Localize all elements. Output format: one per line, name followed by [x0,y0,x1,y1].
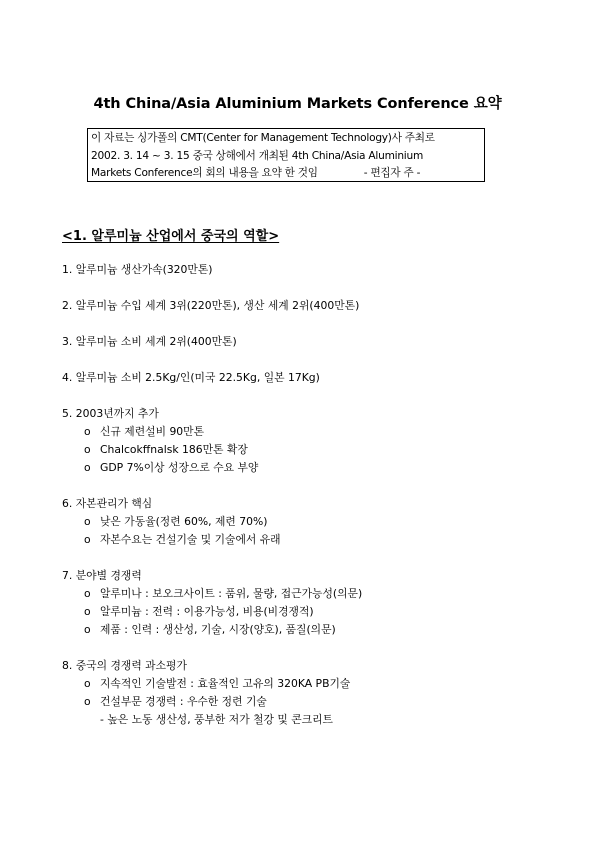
note-line-3 [91,165,481,183]
list-subitem [84,676,350,691]
list-item-4: 4. 알루미늄 소비 2.5Kg/인(미국 22.5Kg, 일본 17Kg) [62,371,320,384]
bullet-icon: o [84,515,91,528]
bullet-icon: o [84,677,91,690]
bullet-icon: o [84,443,91,456]
list-subitem [84,424,204,439]
bullet-icon: o [84,623,91,636]
section-title: <1. 알루미늄 산업에서 중국의 역할> [62,229,280,244]
bullet-icon: o [84,425,91,438]
bullet-icon: o [84,533,91,546]
bullet-icon: o [84,587,91,600]
list-subitem [84,532,281,547]
subitem-text: 알루미늄 : 전력 : 이용가능성, 비용(비경쟁적) [100,605,314,618]
editor-note-signature: - 편집자 주 - [363,167,421,179]
note-line-2: 2002. 3. 14 ~ 3. 15 중국 상해에서 개최된 4th China/Asia Aluminium [91,149,424,162]
list-item-2: 2. 알루미늄 수입 세계 3위(220만톤), 생산 세계 2위(400만톤) [62,299,360,312]
list-item-7: 7. 분야별 경쟁력 [62,569,142,582]
subitem-text: 낮은 가동율(정련 60%, 제련 70%) [100,515,268,528]
subitem-text: 신규 제련설비 90만톤 [100,425,205,438]
list-item-1: 1. 알루미늄 생산가속(320만톤) [62,263,213,276]
subitem-text: 자본수요는 건설기술 및 기술에서 유래 [100,533,281,546]
list-subitem [84,604,314,619]
subitem-text: 건설부문 경쟁력 : 우수한 정련 기술 [100,695,267,708]
list-subitem [84,442,248,457]
editor-note-box [87,128,485,182]
subitem-text: GDP 7%이상 성장으로 수요 부양 [100,461,259,474]
list-item-3: 3. 알루미늄 소비 세계 2위(400만톤) [62,335,237,348]
bullet-icon: o [84,605,91,618]
list-item-8: 8. 중국의 경쟁력 과소평가 [62,659,187,672]
list-subitem [84,586,362,601]
subitem-text: 제품 : 인력 : 생산성, 기술, 시장(양호), 품질(의문) [100,623,336,636]
subitem-text: 지속적인 기술발전 : 효율적인 고유의 320KA PB기술 [100,677,351,690]
list-item-6: 6. 자본관리가 핵심 [62,497,153,510]
note-line-3-text: Markets Conference의 회의 내용을 요약 한 것임 [91,167,318,179]
bullet-icon: o [84,461,91,474]
list-subitem [84,460,258,475]
note-line-1: 이 자료는 싱가폴의 CMT(Center for Management Technology)사 주최로 [91,132,435,144]
list-subitem [84,514,267,529]
subitem-text: Chalcokffnalsk 186만톤 확장 [100,443,248,456]
list-subsubitem: - 높은 노동 생산성, 풍부한 저가 철강 및 콘크리트 [100,713,333,726]
list-subitem [84,622,336,637]
document-title: 4th China/Asia Aluminium Markets Conference 요약 [93,96,502,112]
bullet-icon: o [84,695,91,708]
list-item-5: 5. 2003년까지 추가 [62,407,159,420]
subitem-text: 알루미나 : 보오크사이트 : 품위, 물량, 접근가능성(의문) [100,587,363,600]
list-subitem [84,694,267,709]
